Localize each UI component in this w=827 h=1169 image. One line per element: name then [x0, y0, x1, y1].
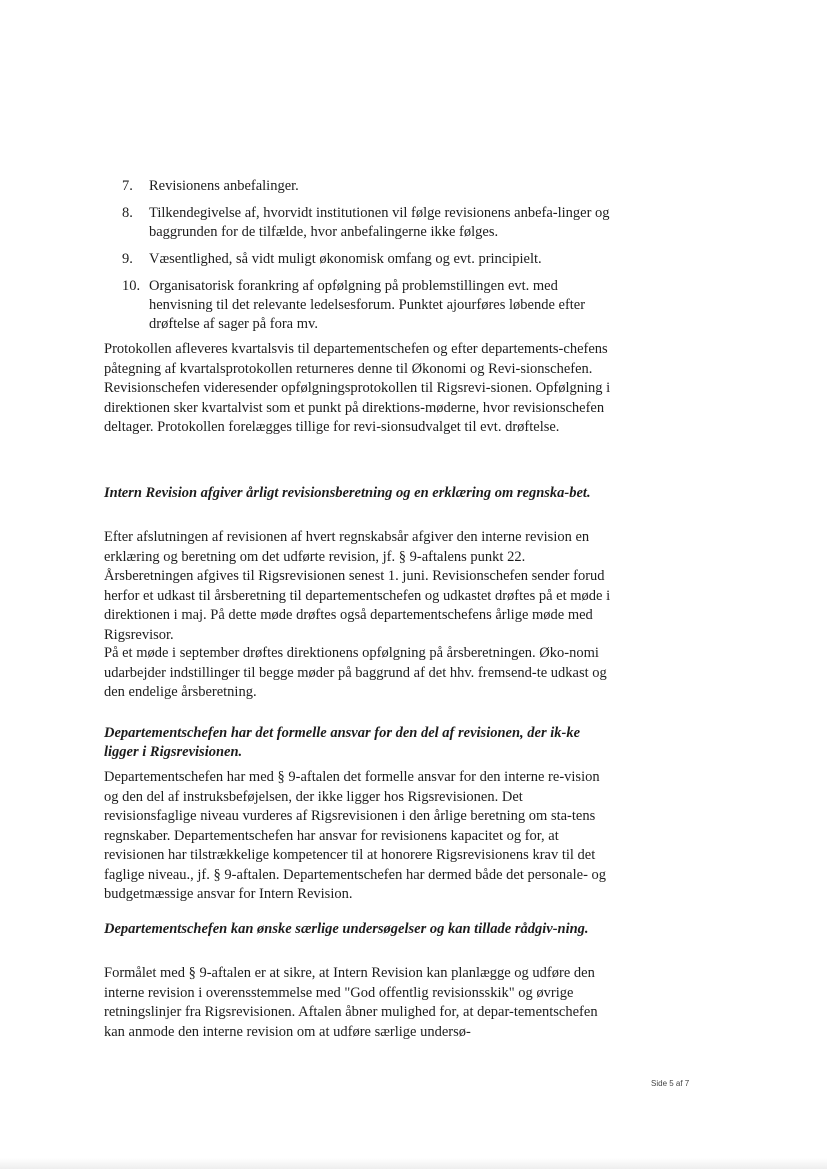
- list-item-number: 9.: [122, 251, 133, 267]
- scan-edge: [0, 1158, 827, 1169]
- list-item-text: Revisionens anbefalinger.: [149, 178, 299, 194]
- section-heading-formal-responsibility: Departementschefen har det formelle ansvar for den del af revisionen, der ik-ke ligger i Rigsrevisionen.: [104, 725, 581, 760]
- formal-responsibility-paragraph: Departementschefen har med § 9-aftalen det formelle ansvar for den interne re-vision og den del af instruksbeføjelsen, der ikke ligger hos Rigsrevisionen. Det revisionsfaglige niveau vurderes af Rigsrevisionen i den årlige beretning om sta-tens regnskaber. Departementschefen har ansvar for revisionens kapacitet og for, at revisionen har tilstrækkelige kompetencer til at honorere Rigsrevisionens krav til det faglige niveau., jf. § 9-aftalen. Departementschefen har dermed både det personale- og budgetmæssige ansvar for Intern Revision.: [104, 769, 607, 902]
- list-item-text: Væsentlighed, så vidt muligt økonomisk omfang og evt. principielt.: [149, 251, 542, 267]
- followup-paragraph: På et møde i september drøftes direktionens opfølgning på årsberetningen. Øko-nomi udarbejder indstillinger til begge møder på baggrund af det hhv. fremsend-te udkast og den endelige årsberetning.: [104, 645, 607, 700]
- list-item: [122, 204, 622, 242]
- annual-report-paragraph: Efter afslutningen af revisionen af hvert regnskabsår afgiver den interne revision en erklæring og beretning om det udførte revision, jf. § 9-aftalens punkt 22. Årsberetningen afgives til Rigsrevisionen senest 1. juni. Revisionschefen sender forud herfor et udkast til årsberetning til departementschefen og udkastet drøftes på et møde i direktionen i maj. På dette møde drøftes også departementschefens årlige møde med Rigsrevisor.: [104, 529, 611, 643]
- list-item: [122, 177, 622, 196]
- list-item: [122, 277, 622, 334]
- list-item-text: Tilkendegivelse af, hvorvidt institutionen vil følge revisionens anbefa-linger og baggrunden for de tilfælde, hvor anbefalingerne ikke følges.: [149, 205, 610, 240]
- page-number: Side 5 af 7: [651, 1079, 690, 1088]
- section-heading-special-investigations: Departementschefen kan ønske særlige undersøgelser og kan tillade rådgiv-ning.: [104, 921, 589, 937]
- list-item-text: Organisatorisk forankring af opfølgning på problemstillingen evt. med henvisning til det relevante ledelsesforum. Punktet ajourføres løbende efter drøftelse af sager på fora mv.: [149, 278, 586, 332]
- list-item: [122, 250, 622, 269]
- list-item-number: 8.: [122, 205, 133, 221]
- protocol-paragraph: Protokollen afleveres kvartalsvis til departementschefen og efter departements-chefens påtegning af kvartalsprotokollen returneres denne til Økonomi og Revi-sionschefen. Revisionschefen videresender opfølgningsprotokollen til Rigsrevi-sionen. Opfølgning i direktionen sker kvartalvist som et punkt på direktions-møderne, hvor revisionschefen deltager. Protokollen forelægges tillige for revi-sionsudvalget til evt. drøftelse.: [104, 341, 611, 435]
- special-investigations-paragraph: Formålet med § 9-aftalen er at sikre, at Intern Revision kan planlægge og udføre den interne revision i overensstemmelse med "God offentlig revisionsskik" og øvrige retningslinjer fra Rigsrevisionen. Aftalen åbner mulighed for, at depar-tementschefen kan anmode den interne revision om at udføre særlige undersø-: [104, 965, 598, 1040]
- recommendation-list: [122, 177, 622, 342]
- list-item-number: 7.: [122, 178, 133, 194]
- list-item-number: 10.: [122, 278, 141, 294]
- section-heading-annual-report: Intern Revision afgiver årligt revisionsberetning og en erklæring om regnska-bet.: [104, 485, 591, 501]
